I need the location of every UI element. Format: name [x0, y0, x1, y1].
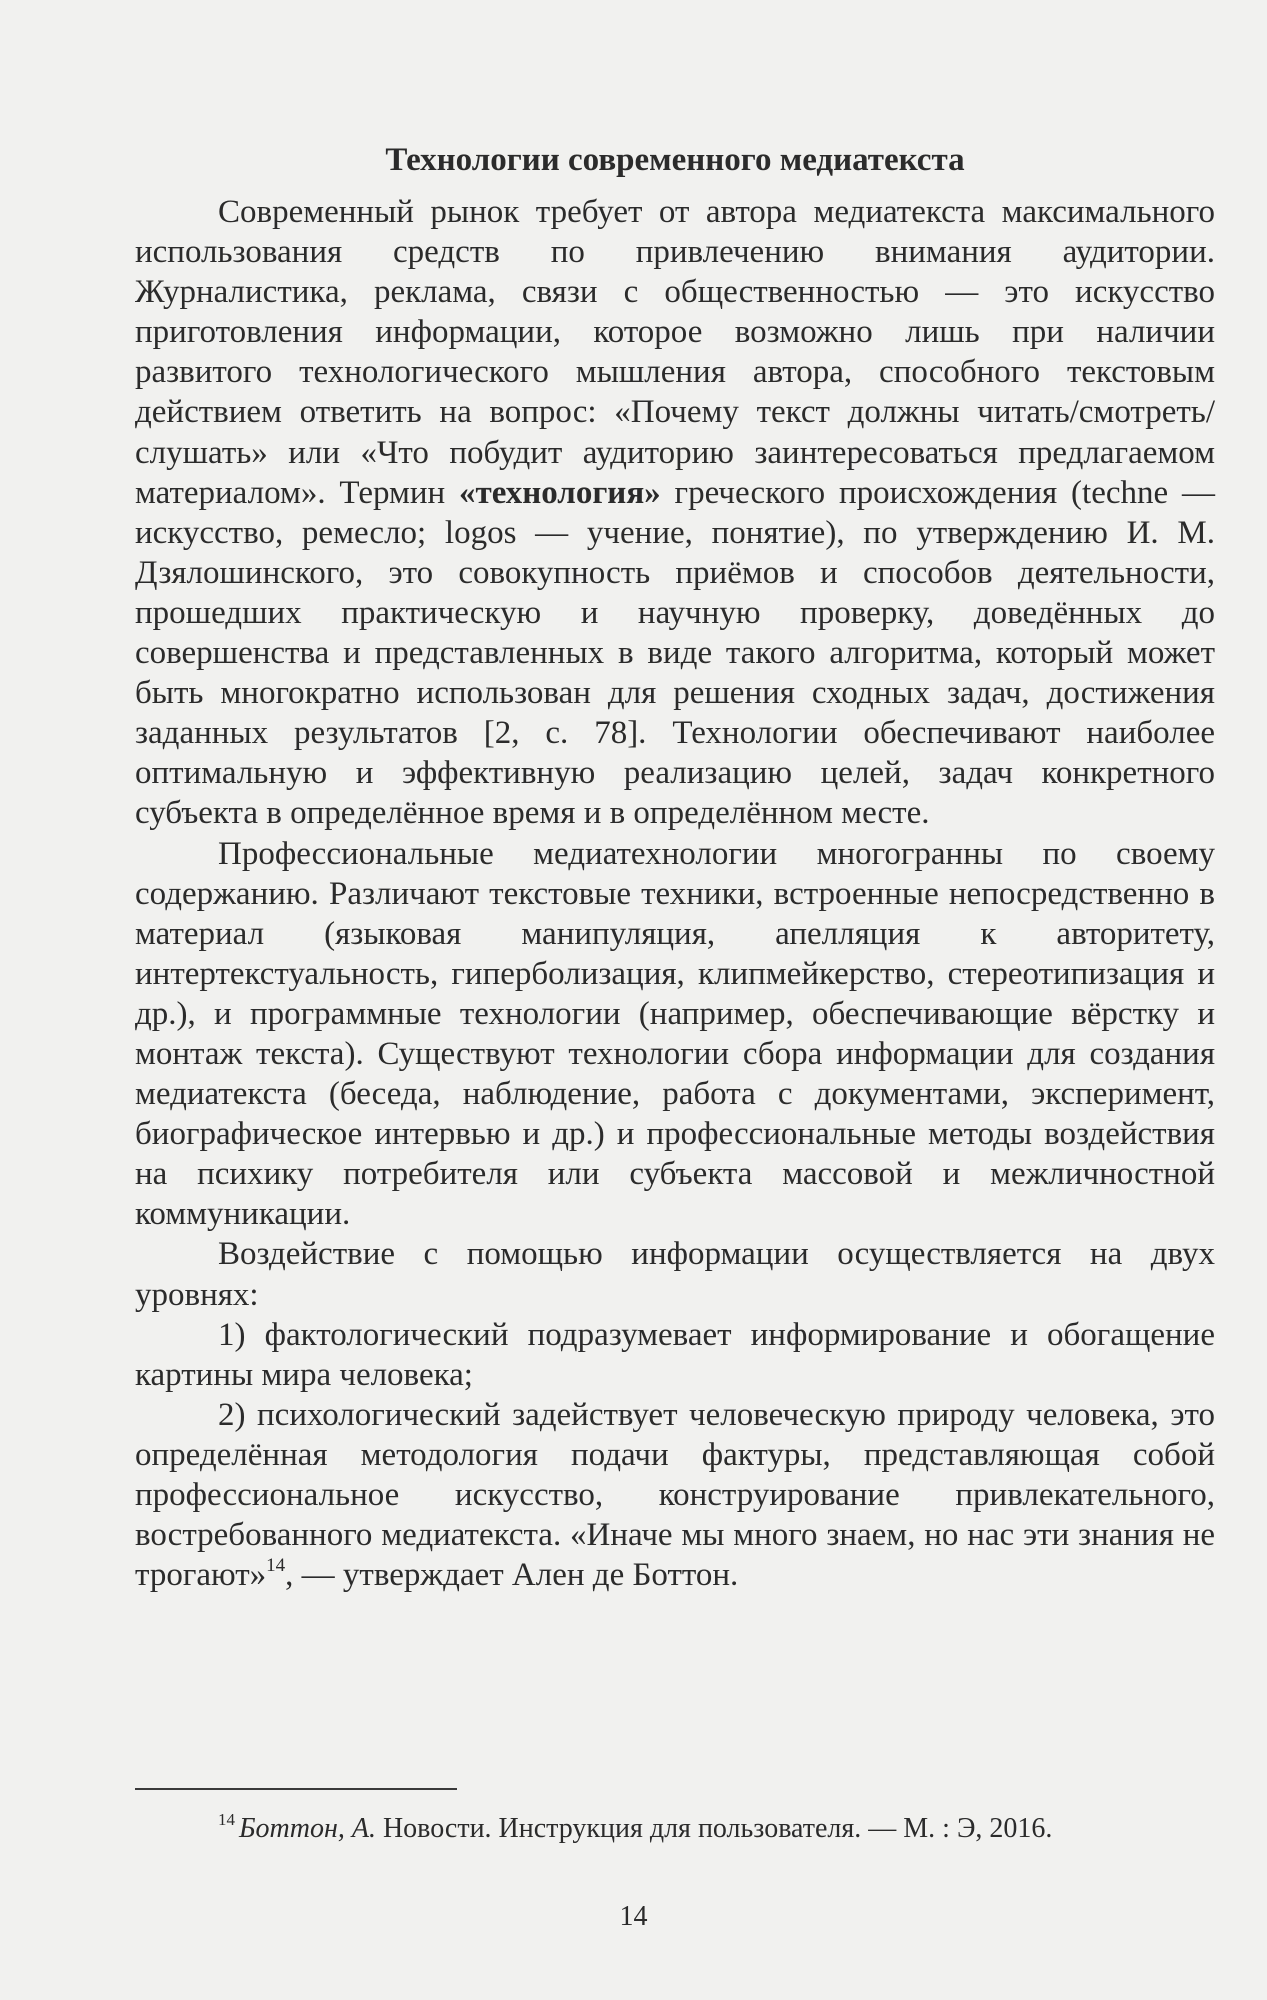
footnote-text: Новости. Инструкция для пользователя. — М. : Э, 2016.: [375, 1813, 1053, 1844]
paragraph-3: Воздействие с помощью информации осуществляется на двух уровнях:: [135, 1236, 1215, 1313]
body-text: [135, 192, 1215, 1595]
section-title: Технологии современного медиатекста: [385, 142, 965, 178]
list-item-2-text-b: , — утверждает Ален де Боттон.: [285, 1557, 739, 1594]
term-technology: «технология»: [459, 474, 661, 511]
page-number: 14: [619, 1901, 648, 1932]
footnote: [218, 1812, 1218, 1846]
paragraph-2: Профессиональные медиатехнологии многогранны по своему содержанию. Различают текстовые техники, встроенные непосредственно в материал (языковая манипуляция, апелляция к авторитету, интертекстуальность, гиперболизация, клипмейкерство, стереотипизация и др.), и программные технологии (например, обеспечивающие вёрстку и монтаж текста). Существуют технологии сбора информации для создания медиатекста (беседа, наблюдение, работа с документами, эксперимент, биографическое интервью и др.) и профессиональные методы воздействия на психику потребителя или субъекта массовой и межличностной коммуникации.: [135, 835, 1215, 1233]
paragraph-1-text-b: греческого происхождения (techne — искусство, ремесло; logos — учение, понятие), по утверждению И. М. Дзялошинского, это совокупность приёмов и способов деятельности, прошедших практическую и научную проверку, доведённых до совершенства и представленных в виде такого алгоритма, который может быть многократно использован для решения сходных задач, достижения заданных результатов [2, с. 78]. Технологии обеспечивают наиболее оптимальную и эффективную реализацию целей, задач конкретного субъекта в определённое время и в определённом месте.: [135, 474, 1215, 832]
footnote-number: 14: [218, 1810, 235, 1829]
footnote-reference[interactable]: 14: [266, 1555, 286, 1577]
list-item-2: [135, 1395, 1215, 1595]
list-item-1: 1) фактологический подразумевает информирование и обогащение картины мира человека;: [135, 1316, 1215, 1393]
footnote-divider: [135, 1788, 457, 1790]
footnote-author: Боттон, А.: [239, 1813, 376, 1844]
list-item-2-text-a: 2) психологический задействует человеческую природу человека, это определённая методология подачи фактуры, представляющая собой профессиональное искусство, конструирование привлекательного, востребованного медиатекста. «Иначе мы много знаем, но нас эти знания не трогают»: [135, 1396, 1215, 1594]
paragraph-1-text-a: Современный рынок требует от автора медиатекста максимального использования средств по привлечению внимания аудитории. Журналистика, реклама, связи с общественностью — это искусство приготовления информации, которое возможно лишь при наличии развитого технологического мышления автора, способного текстовым действием ответить на вопрос: «Почему текст должны читать/смотреть/слушать» или «Что побудит аудиторию заинтересоваться предлагаемом материалом». Термин: [135, 194, 1215, 511]
paragraph-1: [135, 192, 1215, 834]
